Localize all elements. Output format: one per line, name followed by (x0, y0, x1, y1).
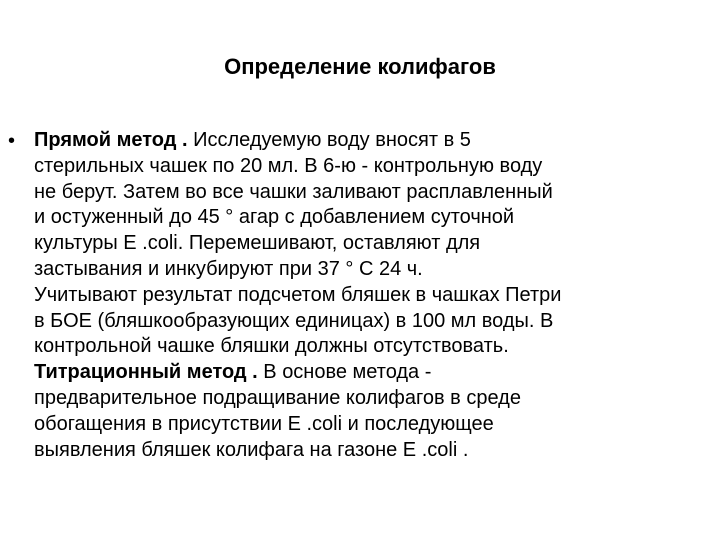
line-text: в БОЕ (бляшкообразующих единицах) в 100 мл воды. В (34, 309, 554, 332)
line-text: стерильных чашек по 20 мл. В 6-ю - контрольную воду (34, 154, 543, 177)
line-text: застывания и инкубируют при 37 ° С 24 ч. (34, 257, 423, 280)
text-line (34, 128, 704, 154)
text-line (34, 412, 704, 438)
line-text: культуры E .coli. Перемешивают, оставляют для (34, 232, 481, 255)
bold-term-titration-method: Титрационный метод . (34, 361, 258, 384)
bold-term-direct-method: Прямой метод . (34, 129, 188, 151)
text-line (34, 334, 704, 360)
line-text: обогащения в присутствии E .coli и последующее (34, 412, 494, 435)
text-line (34, 205, 704, 231)
bullet-marker: • (8, 130, 16, 152)
line-text: и остуженный до 45 ° агар с добавлением суточной (34, 206, 515, 229)
line-text: В основе метода - (257, 361, 432, 384)
text-line (34, 360, 704, 386)
line-text: контрольной чашке бляшки должны отсутствовать. (34, 335, 509, 358)
line-text: предварительное подращивание колифагов в среде (34, 386, 521, 409)
line-text: не берут. Затем во все чашки заливают расплавленный (34, 180, 553, 203)
text-line (34, 438, 704, 464)
text-line (34, 231, 704, 257)
text-line (34, 309, 704, 335)
text-line (34, 180, 704, 206)
slide-title: Определение колифагов (224, 54, 496, 79)
text-line (34, 283, 704, 309)
text-line (34, 386, 704, 412)
line-text: Учитывают результат подсчетом бляшек в чашках Петри (34, 283, 562, 306)
text-line (34, 257, 704, 283)
text-line (34, 154, 704, 180)
line-text: выявления бляшек колифага на газоне E .coli . (34, 438, 469, 461)
line-text: Исследуемую воду вносят в 5 (187, 129, 471, 151)
bullet-paragraph (34, 128, 704, 463)
